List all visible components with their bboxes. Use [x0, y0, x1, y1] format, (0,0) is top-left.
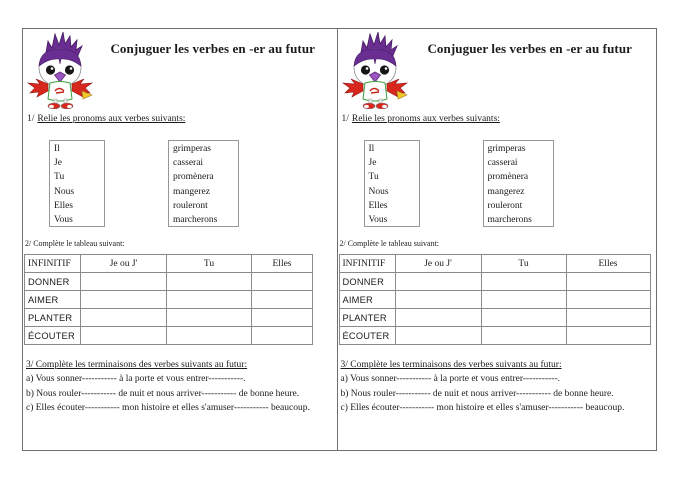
table-header-row: [339, 255, 650, 273]
pronoun-item: Je: [368, 158, 377, 169]
table-row: [339, 309, 650, 327]
pronoun-item: Tu: [54, 172, 65, 183]
verb-item: rouleront: [487, 200, 523, 211]
pronoun-item: Elles: [368, 200, 388, 211]
mascot-eye-right: [65, 65, 74, 74]
pronoun-item: Nous: [368, 186, 389, 197]
fill-in-sentence-b: b) Nous rouler----------- de nuit et nous arriver----------- de bonne heure.: [26, 388, 300, 399]
answer-cell: [81, 273, 167, 291]
row-label: AIMER: [339, 291, 395, 309]
worksheet-title: Conjuguer les verbes en -er au futur: [110, 41, 316, 56]
section2-heading: 2/ Complète le tableau suivant:: [25, 239, 125, 248]
table-header-infinitif: INFINITIF: [339, 255, 395, 273]
table-row: [25, 309, 313, 327]
verb-item: marcherons: [173, 215, 218, 226]
worksheet-panel-right: [338, 29, 657, 450]
answer-cell: [395, 273, 481, 291]
pronoun-item: Nous: [54, 186, 75, 197]
table-row: [339, 273, 650, 291]
verb-item: grimperas: [487, 144, 526, 154]
answer-cell: [252, 309, 313, 327]
mascot-body: [48, 82, 72, 102]
answer-cell: [167, 291, 252, 309]
answer-cell: [481, 291, 566, 309]
answer-cell: [481, 273, 566, 291]
table-header-elles: Elles: [566, 255, 650, 273]
worksheet-panel-left: [23, 29, 338, 450]
row-label: DONNER: [339, 273, 395, 291]
answer-cell: [566, 327, 650, 345]
answer-cell: [566, 309, 650, 327]
answer-cell: [81, 309, 167, 327]
section1-number: 1/: [27, 114, 35, 124]
row-label: ÉCOUTER: [339, 327, 395, 345]
table-header-je: Je ou J': [81, 255, 167, 273]
fill-in-sentence-c: c) Elles écouter----------- mon histoire et elles s'amuser----------- beaucoup.: [340, 403, 625, 414]
pronouns-box: [364, 140, 420, 227]
answer-cell: [566, 273, 650, 291]
answer-cell: [81, 327, 167, 345]
verb-item: grimperas: [173, 144, 211, 154]
pronoun-item: Il: [368, 144, 375, 154]
mascot-eye-right: [379, 65, 388, 74]
pronoun-item: Tu: [368, 172, 379, 183]
verb-item: casserai: [173, 158, 204, 169]
mascot-shoe-right-toe: [67, 105, 72, 108]
answer-cell: [395, 291, 481, 309]
mascot-eye-left: [360, 65, 369, 74]
answer-cell: [81, 291, 167, 309]
answer-cell: [167, 327, 252, 345]
table-header-row: [25, 255, 313, 273]
verb-item: rouleront: [173, 200, 208, 211]
row-label: AIMER: [25, 291, 81, 309]
table-row: [25, 291, 313, 309]
verb-item: promènera: [173, 172, 214, 183]
table-header-je: Je ou J': [395, 255, 481, 273]
verb-item: mangerez: [173, 186, 210, 197]
answer-cell: [167, 273, 252, 291]
mascot-shoe-left-toe: [49, 105, 54, 108]
conjugation-table: [24, 254, 313, 345]
fill-in-sentence-a: a) Vous sonner----------- à la porte et vous entrer-----------.: [340, 374, 561, 385]
row-label: PLANTER: [339, 309, 395, 327]
section3-heading: 3/ Complète les terminaisons des verbes suivants au futur:: [340, 360, 562, 370]
answer-cell: [481, 309, 566, 327]
table-row: [25, 327, 313, 345]
row-label: ÉCOUTER: [25, 327, 81, 345]
answer-cell: [252, 291, 313, 309]
mascot-eye-left-glint: [365, 67, 368, 70]
answer-cell: [252, 273, 313, 291]
section3-heading: 3/ Complète les terminaisons des verbes suivants au futur:: [26, 360, 248, 370]
row-label: PLANTER: [25, 309, 81, 327]
pronoun-item: Il: [54, 144, 60, 154]
conjugation-table: [339, 254, 651, 345]
table-header-tu: Tu: [167, 255, 252, 273]
fill-in-sentence-b: b) Nous rouler----------- de nuit et nous arriver----------- de bonne heure.: [340, 388, 614, 399]
answer-cell: [395, 327, 481, 345]
verb-item: casserai: [487, 158, 518, 169]
table-row: [25, 273, 313, 291]
section3: [26, 358, 330, 416]
table-row: [339, 327, 650, 345]
section1-heading: [27, 114, 185, 124]
section1-heading: [342, 114, 500, 124]
section1-heading-text: Relie les pronoms aux verbes suivants:: [37, 114, 186, 124]
answer-cell: [167, 309, 252, 327]
pronouns-box: [49, 140, 105, 227]
verb-item: promènera: [487, 172, 529, 183]
row-label: DONNER: [25, 273, 81, 291]
pronoun-item: Elles: [54, 200, 73, 211]
mascot-shoe-left-toe: [364, 105, 369, 108]
answer-cell: [566, 291, 650, 309]
worksheet-title: Conjuguer les verbes en -er au futur: [427, 41, 633, 56]
fill-in-sentence-c: c) Elles écouter----------- mon histoire et elles s'amuser----------- beaucoup.: [26, 403, 310, 414]
section1-number: 1/: [341, 114, 349, 124]
bird-mascot-icon: [341, 31, 409, 109]
verbs-box: [483, 140, 554, 227]
table-header-tu: Tu: [481, 255, 566, 273]
pronoun-item: Vous: [368, 215, 388, 226]
section3: [341, 358, 650, 416]
answer-cell: [395, 309, 481, 327]
table-header-elles: Elles: [252, 255, 313, 273]
pronoun-item: Je: [54, 158, 62, 169]
bird-mascot-icon: [26, 31, 94, 109]
table-header-infinitif: INFINITIF: [25, 255, 81, 273]
answer-cell: [481, 327, 566, 345]
pronoun-item: Vous: [54, 215, 73, 226]
verb-item: marcherons: [487, 215, 532, 226]
verbs-box: [168, 140, 239, 227]
mascot-body: [363, 82, 387, 102]
mascot-eye-left-glint: [51, 67, 54, 70]
answer-cell: [252, 327, 313, 345]
mascot-eye-right-glint: [384, 67, 387, 70]
section2-heading: 2/ Complète le tableau suivant:: [339, 239, 440, 248]
section1-heading-text: Relie les pronoms aux verbes suivants:: [351, 114, 500, 124]
worksheet-sheet: [22, 28, 657, 451]
mascot-eye-left: [46, 65, 55, 74]
verb-item: mangerez: [487, 186, 525, 197]
mascot-shoe-right-toe: [382, 105, 387, 108]
fill-in-sentence-a: a) Vous sonner----------- à la porte et vous entrer-----------.: [26, 374, 246, 385]
mascot-eye-right-glint: [70, 67, 73, 70]
table-row: [339, 291, 650, 309]
